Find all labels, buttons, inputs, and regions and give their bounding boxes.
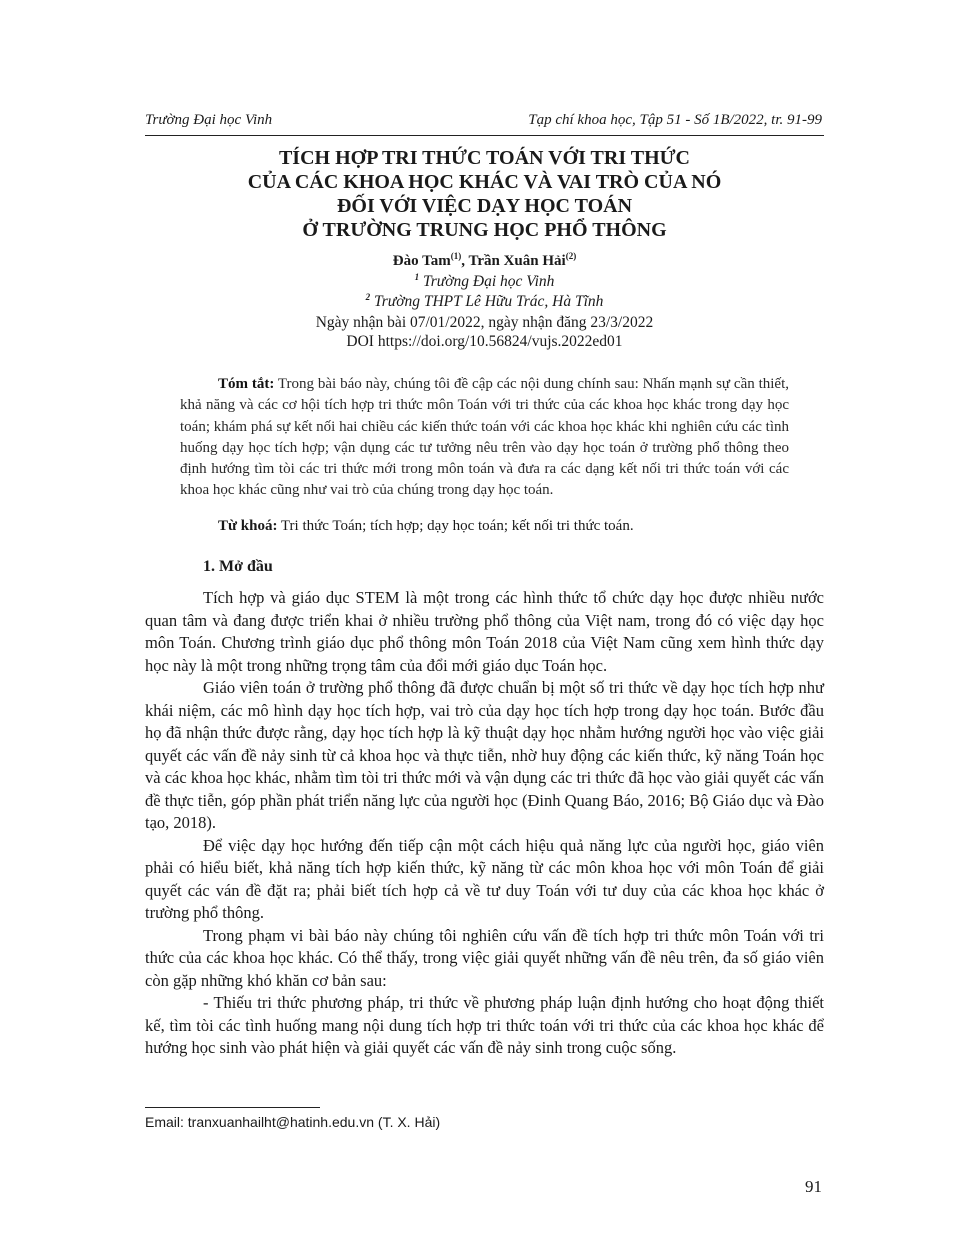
affiliation-2-marker: 2: [365, 292, 371, 302]
section-heading: 1. Mở đầu: [203, 558, 273, 575]
paper-title: [145, 146, 824, 242]
header-rule: [145, 135, 824, 136]
title-line-1: TÍCH HỢP TRI THỨC TOÁN VỚI TRI THỨC: [278, 147, 691, 169]
page-number: 91: [805, 1177, 822, 1196]
author-1-name: Đào Tam: [392, 253, 451, 269]
affiliation-2-text: Trường THPT Lê Hữu Trác, Hà Tĩnh: [370, 293, 604, 311]
keywords-label: Từ khoá:: [218, 518, 278, 534]
affiliation-1-marker: 1: [414, 272, 420, 282]
running-header-right: Tạp chí khoa học, Tập 51 - Số 1B/2022, tr. 91-99: [528, 112, 822, 128]
affiliation-1: [145, 272, 824, 291]
body-paragraph: Để việc dạy học hướng đến tiếp cận một cách hiệu quả năng lực của người học, giáo viên phải có hiểu biết, khả năng tích hợp kiến thức, kỹ năng từ các môn khoa học với môn Toán để giải quyết các ván đề đặt ra; phải biết tích hợp cả về tư duy Toán với tư duy của các khoa học khác ở trường phổ thông.: [145, 835, 824, 922]
abstract-label: Tóm tắt:: [218, 376, 275, 392]
body-paragraph: - Thiếu tri thức phương pháp, tri thức về phương pháp luận định hướng cho hoạt động thiết kế, tìm tòi các tình huống mang nội dung tích hợp tri thức toán với tri thức của các khoa học khác để hướng học sinh vào phát hiện và giải quyết các vấn đề nảy sinh trong cuộc sống.: [145, 993, 824, 1057]
title-line-2: CỦA CÁC KHOA HỌC KHÁC VÀ VAI TRÒ CỦA NÓ: [247, 171, 722, 193]
author-1-marker: (1): [450, 251, 462, 261]
body-paragraph: Trong phạm vi bài báo này chúng tôi nghiên cứu vấn đề tích hợp tri thức môn Toán với tri thức của các khoa học khác. Có thể thấy, trong việc giải quyết những vấn đề nêu trên, đa số giáo viên còn gặp những khó khăn cơ bản sau:: [145, 925, 824, 990]
keywords: [180, 516, 789, 537]
author-2-marker: (2): [565, 251, 577, 261]
author-2-name: Trần Xuân Hải: [468, 253, 566, 269]
footnote-rule: [145, 1107, 320, 1108]
authors: [145, 251, 824, 270]
body-text: [145, 587, 824, 1060]
title-line-3: ĐỐI VỚI VIỆC DẠY HỌC TOÁN: [336, 195, 633, 217]
affiliation-2: [145, 292, 824, 311]
affiliation-1-text: Trường Đại học Vinh: [419, 273, 555, 291]
title-line-4: Ở TRƯỜNG TRUNG HỌC PHỔ THÔNG: [302, 219, 667, 241]
abstract: [180, 374, 789, 502]
abstract-text: Trong bài báo này, chúng tôi đề cập các nội dung chính sau: Nhấn mạnh sự cần thiết, khả năng và các cơ hội tích hợp tri thức môn Toán với tri thức của các khoa học khác trong dạy học toán; khám phá sự kết nối hai chiều các kiến thức toán với các khoa học khác khi nghiên cứu các tình huống dạy học tích hợp; vận dụng các tư tưởng nêu trên vào dạy học toán ở trường phổ thông theo định hướng tìm tòi các tri thức mới trong môn toán và đưa ra các dạng kết nối tri thức toán với các khoa học khác cũng như vai trò của chúng trong dạy học toán.: [180, 376, 789, 499]
body-paragraph: Tích hợp và giáo dục STEM là một trong các hình thức tổ chức dạy học được nhiều nước quan tâm và đang được triển khai ở nhiều trường phổ thông của Việt nam, trong đó có việc dạy học môn Toán. Chương trình giáo dục phổ thông môn Toán 2018 của Việt Nam cũng xem hình thức dạy học này là một trong những trọng tâm của đổi mới giáo dục Toán học.: [145, 588, 824, 675]
keywords-text: Tri thức Toán; tích hợp; dạy học toán; kết nối tri thức toán.: [277, 518, 634, 534]
received-dates: Ngày nhận bài 07/01/2022, ngày nhận đăng 23/3/2022: [315, 314, 654, 331]
author-separator: ,: [461, 253, 469, 269]
running-header-left: Trường Đại học Vinh: [145, 112, 273, 128]
body-paragraph: Giáo viên toán ở trường phổ thông đã được chuẩn bị một số tri thức về dạy học tích hợp như khái niệm, các mô hình dạy học tích hợp, vai trò của dạy học tích hợp trong dạy học toán. Bước đầu họ đã nhận thức được rằng, dạy học tích hợp là kỹ thuật dạy học nhằm hướng người học vào việc giải quyết các vấn đề nảy sinh từ cả khoa học và thực tiễn, nhờ huy động các kiến thức, kỹ năng Toán học và các khoa học khác, nhằm tìm tòi tri thức mới và vận dụng các tri thức đã học vào giải quyết các vấn đề thực tiễn, góp phần phát triển năng lực của người học (Đinh Quang Báo, 2016; Bộ Giáo dục và Đào tạo, 2018).: [145, 678, 824, 832]
footnote-email: Email: tranxuanhailht@hatinh.edu.vn (T. X. Hải): [145, 1114, 441, 1130]
doi-link[interactable]: DOI https://doi.org/10.56824/vujs.2022ed01: [346, 333, 623, 350]
